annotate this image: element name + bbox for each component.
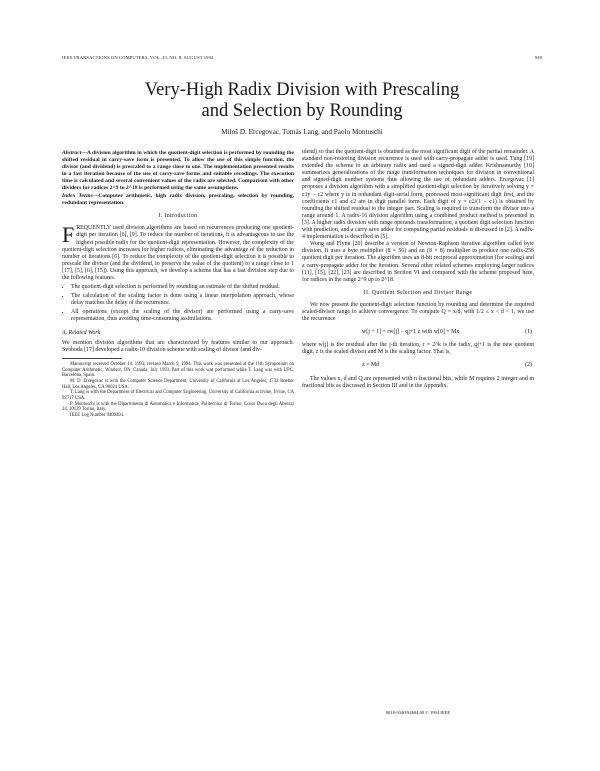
intro-paragraph: [62, 222, 294, 282]
abstract-text: A division algorithm in which the quotient-digit selection is performed by rounding the shifted residual in carry-save form is presented. To allow the use of this simple function, the divisor (and dividend) is prescaled to a range close to one. The implementation presented results in a fast iteration because of the use of carry-save forms and suitable recodings. The execution time is calculated and several convenient values of the radix are selected. Comparison with other dividers for radices 2^9 to 2^18 is performed using the same assumptions.: [62, 150, 294, 191]
copyright-footer: 0018-9340/94$04.00 © 1994 IEEE: [385, 710, 451, 715]
intro-paragraph-text: REQUENTLY used division algorithms are based on recurrences producing one quotient-digit per iteration [6], [9]. To reduce the number of iterations, it is advantageous to use the highest possible radix for the quotient-digit representation. However, the complexity of the quotient-digit selection increases for higher radices, eliminating the advantage of the reduction in number of iterations [6]. To reduce the complexity of the quotient-digit selection it is possible to prescale the divisor (and the dividend, to preserve the value of the quotient) to a range close to 1 [17], [5], [6], [15]). Using this approach, we develop a scheme that has a fast division step due to the following features.: [62, 225, 294, 281]
footnotes: [62, 362, 294, 419]
feature-item: • All operations (except the scaling of the divisor) are performed using a carry-save representation, thus avoiding time-consuming assimilations.: [71, 309, 294, 323]
drop-cap: F: [62, 222, 75, 248]
footnote-divider: [62, 358, 122, 359]
related-work-paragraph: We mention division algorithms that are characterized by features similar to our approach. Svoboda [17] developed a radix-10 division scheme with scaling of divisor (and div-: [62, 339, 294, 353]
abstract: [62, 150, 294, 191]
equation-1-body: w[j + 1] = rw[j] − qj+1 z with w[0] = Mx: [362, 329, 460, 336]
section-heading-quotient-selection: II. Quotient Selection and Divisor Range: [363, 289, 473, 296]
page-number: 949: [534, 55, 542, 60]
related-work-paragraph-2: Wong and Flynn [20] describe a version of Newton-Raphson iterative algorithm called byte division. It uses a byte multiplier (8 × 56) and an (8 × 8) multiplier to produce one radix-256 quotient digit per iteration. The algorithm uses an 8-bit reciprocal approximation (for scaling) and a carry-propagate adder for the iteration. Several other related schemes employing larger radices [11], [15], [22], [23] are described in Section VI and compared with the scheme proposed here, for radices in the range 2^9 up to 2^18.: [302, 241, 534, 283]
equation-1: [302, 329, 534, 336]
section2-paragraph-2: where w[j] is the residual after the j-th iteration, r = 2^k is the radix, qj+1 is the new quotient digit, z is the scaled divisor and M is the scaling factor. That is,: [302, 342, 534, 356]
section2-paragraph-1: We now present the quotient-digit selection function by rounding and determine the required scaled-divisor range to achieve convergence. To compute Q = x/d, with 1/2 ≤ x < d < 1, we use the recurrence: [302, 301, 534, 323]
author-list: Miloš D. Ercegovac, Tomás Lang, and Paolo Montuschi: [221, 128, 383, 136]
section2-paragraph-3: The values x, d and Q are represented with n fractional bits, while M requires 2 integer and m fractional bits as discussed in Section III and in the Appendix.: [302, 375, 534, 389]
introduction-body: [62, 222, 294, 354]
title-line-1: Very-High Radix Division with Prescaling: [144, 80, 460, 100]
running-header: [62, 55, 542, 65]
right-column: [302, 149, 534, 390]
footnote-montuschi: P. Montuschi is with the Dipartimento di Automatica e Informatica, Politecnico di Torino, Corso Duca degli Abruzzi 24, 10129 Torino, Italy.: [62, 401, 294, 413]
footnote-ercegovac: M. D. Ercegovac is with the Computer Science Department, University of California at Los Angeles, 4732 Boelter Hall, Los Angeles, CA 90024 USA.: [62, 378, 294, 390]
equation-2-body: z = Md: [362, 362, 380, 369]
feature-item: • The calculation of the scaling factor is done using a linear interpolation approach, whose delay matches the delay of the recurrence.: [71, 293, 294, 307]
feature-list: [62, 284, 294, 323]
related-work-continued: idend) so that the quotient-digit is obtained as the most significant digit of the partial remainder. A standard non-restoring division recurrence is used with carry-propagate adder is used. Tung [19] extended the scheme to an arbitrary radix and used a signed-digit adder. Krishnamurthy [10] summarizes generalizations of the range transformation techniques for division in conventional and signed-digit number systems thus allowing the use of redundant adders. Ercegovac [1] proposes a division algorithm with a simplified quotient-digit selection by iteratively solving y = c1y − c2 where y is in redundant digit-serial form, processed most-significant digit first, and the coefficients c1 and c2 are in digit parallel form. Each digit of y = c2/(1 − c1) is obtained by rounding the shifted residual to the integer part. Scaling is required to transform the divisor into a range around 1. A radix-16 division algorithm using a combined product method is presented in [3]. A higher radix division with range operands transformation, a quotient digit selection function with prediction, and a carry save adder for computing partial residuals is discussed in [2]. A radix-4 implementation is described in [5].: [302, 149, 534, 241]
index-terms-lead: Index Terms—: [62, 193, 99, 200]
footnote-manuscript: Manuscript received October 14, 1993; revised March 9, 1994. This work was presented at the 11th Symposium on Computer Arithmetic, Windsor, ON, Canada, July 1993. Part of this work was performed while T. Lang was with UPC, Barcelona, Spain.: [62, 361, 294, 379]
index-terms: [62, 193, 294, 207]
title-line-2: and Selection by Rounding: [201, 101, 403, 121]
footnote-lang: T. Lang is with the Department of Electrical and Computer Engineering, University of California at Irvine, Irvine, CA 92717 USA.: [62, 390, 294, 402]
subsection-heading-related-work: A. Related Work: [62, 329, 101, 336]
journal-header: IEEE TRANSACTIONS ON COMPUTERS, VOL. 43, NO. 8, AUGUST 1994: [62, 55, 214, 60]
left-column: [62, 150, 294, 419]
equation-1-number: (1): [525, 329, 532, 336]
section-heading-introduction: I. Introduction: [158, 213, 198, 220]
equation-2: [302, 362, 534, 369]
paper-title: [62, 80, 542, 122]
footnote-log-number: IEEE Log Number 9400494.: [70, 413, 125, 419]
feature-item: • The quotient-digit selection is performed by rounding an estimate of the shifted residual.: [71, 284, 294, 291]
abstract-lead: Abstract—: [62, 150, 87, 156]
index-terms-text: Computer arithmetic, high radix division, prescaling, selection by rounding, redundant representation.: [62, 193, 294, 207]
equation-2-number: (2): [525, 362, 532, 369]
